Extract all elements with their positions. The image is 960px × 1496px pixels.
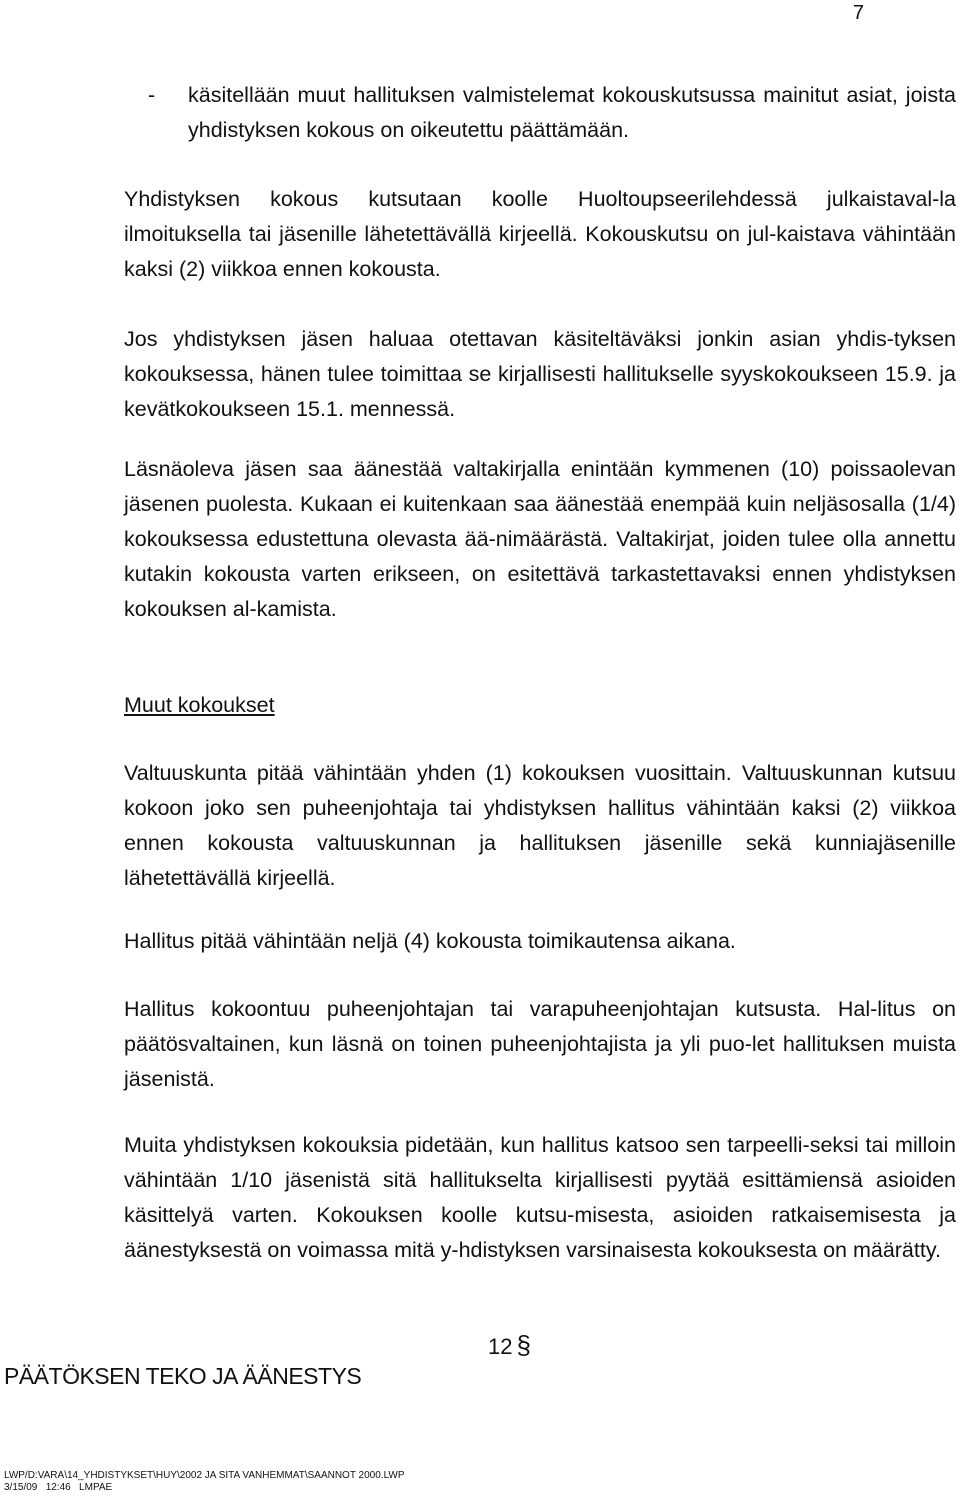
section-symbol: §: [516, 1330, 531, 1360]
paragraph-text: Valtuuskunta pitää vähintään yhden (1) kokouksen vuosittain. Valtuuskunnan kutsuu kokoon joko sen puheenjohtaja tai yhdistyksen hallitus vähintään kaksi (2) viikkoa ennen kokousta valtuuskunnan ja hallituksen jäsenille sekä kunniajäsenille lähetettävällä kirjeellä.: [124, 761, 956, 890]
list-bullet: -: [148, 83, 156, 107]
section-title: PÄÄTÖKSEN TEKO JA ÄÄNESTYS: [4, 1363, 362, 1389]
paragraph-text: Yhdistyksen kokous kutsutaan koolle Huoltoupseerilehdessä julkaistaval-la ilmoituksella tai jäsenille lähetettävällä kirjeellä. Kokouskutsu on jul-kaistava vähintään kaksi (2) viikkoa ennen kokousta.: [124, 187, 956, 281]
paragraph-meeting-invitation: [124, 182, 956, 287]
list-item: [148, 78, 956, 148]
paragraph-text: Hallitus pitää vähintään neljä (4) kokousta toimikautensa aikana.: [124, 929, 736, 953]
paragraph-proxy-voting: [124, 452, 956, 627]
paragraph-member-proposal: [124, 322, 956, 427]
paragraph-text: Hallitus kokoontuu puheenjohtajan tai varapuheenjohtajan kutsusta. Hal-litus on päätösvaltainen, kun läsnä on toinen puheenjohtajista ja yli puo-let hallituksen muista jäsenistä.: [124, 997, 956, 1091]
paragraph-delegation: [124, 756, 956, 896]
footer: [4, 1470, 405, 1494]
section-heading-other-meetings: [124, 688, 956, 723]
paragraph-text: Muita yhdistyksen kokouksia pidetään, kun hallitus katsoo sen tarpeelli-seksi tai milloin vähintään 1/10 jäsenistä sitä hallitukselta kirjallisesti pyytää esittämiensä asioiden käsittelyä varten. Kokouksen koolle kutsu-misesta, asioiden ratkaisemisesta ja äänestyksestä on voimassa mitä y-hdistyksen varsinaisesta kokouksesta on määrätty.: [124, 1133, 956, 1262]
paragraph-board-meetings: [124, 924, 956, 959]
paragraph-text: Läsnäoleva jäsen saa äänestää valtakirjalla enintään kymmenen (10) poissaolevan jäsenen puolesta. Kukaan ei kuitenkaan saa äänestää enempää kuin neljäsosalla (1/4) kokouksessa edustettuna olevasta ää-nimäärästä. Valtakirjat, joiden tulee olla annettu kutakin kokousta varten erikseen, on esitettävä tarkastettavaksi ennen yhdistyksen kokouksen al-kamista.: [124, 457, 956, 621]
list-item-text: käsitellään muut hallituksen valmistelemat kokouskutsussa mainitut asiat, joista yhdistyksen kokous on oikeutettu päättämään.: [188, 83, 956, 142]
paragraph-text: Jos yhdistyksen jäsen haluaa otettavan käsiteltäväksi jonkin asian yhdis-tyksen kokouksessa, hänen tulee toimittaa se kirjallisesti hallitukselle syyskokoukseen 15.9. ja kevätkokoukseen 15.1. mennessä.: [124, 327, 956, 421]
heading-text: Muut kokoukset: [124, 693, 275, 717]
section-number-text: 12: [488, 1334, 513, 1359]
footer-date: 3/15/09 12:46 LMPAE: [4, 1482, 113, 1493]
paragraph-board-quorum: [124, 992, 956, 1097]
page-number: 7: [852, 2, 864, 24]
footer-path: LWP/D:VARA\14_YHDISTYKSET\HUY\2002 JA SITA VANHEMMAT\SAANNOT 2000.LWP: [4, 1470, 405, 1481]
paragraph-extra-meetings: [124, 1128, 956, 1268]
section-number: [488, 1330, 531, 1361]
